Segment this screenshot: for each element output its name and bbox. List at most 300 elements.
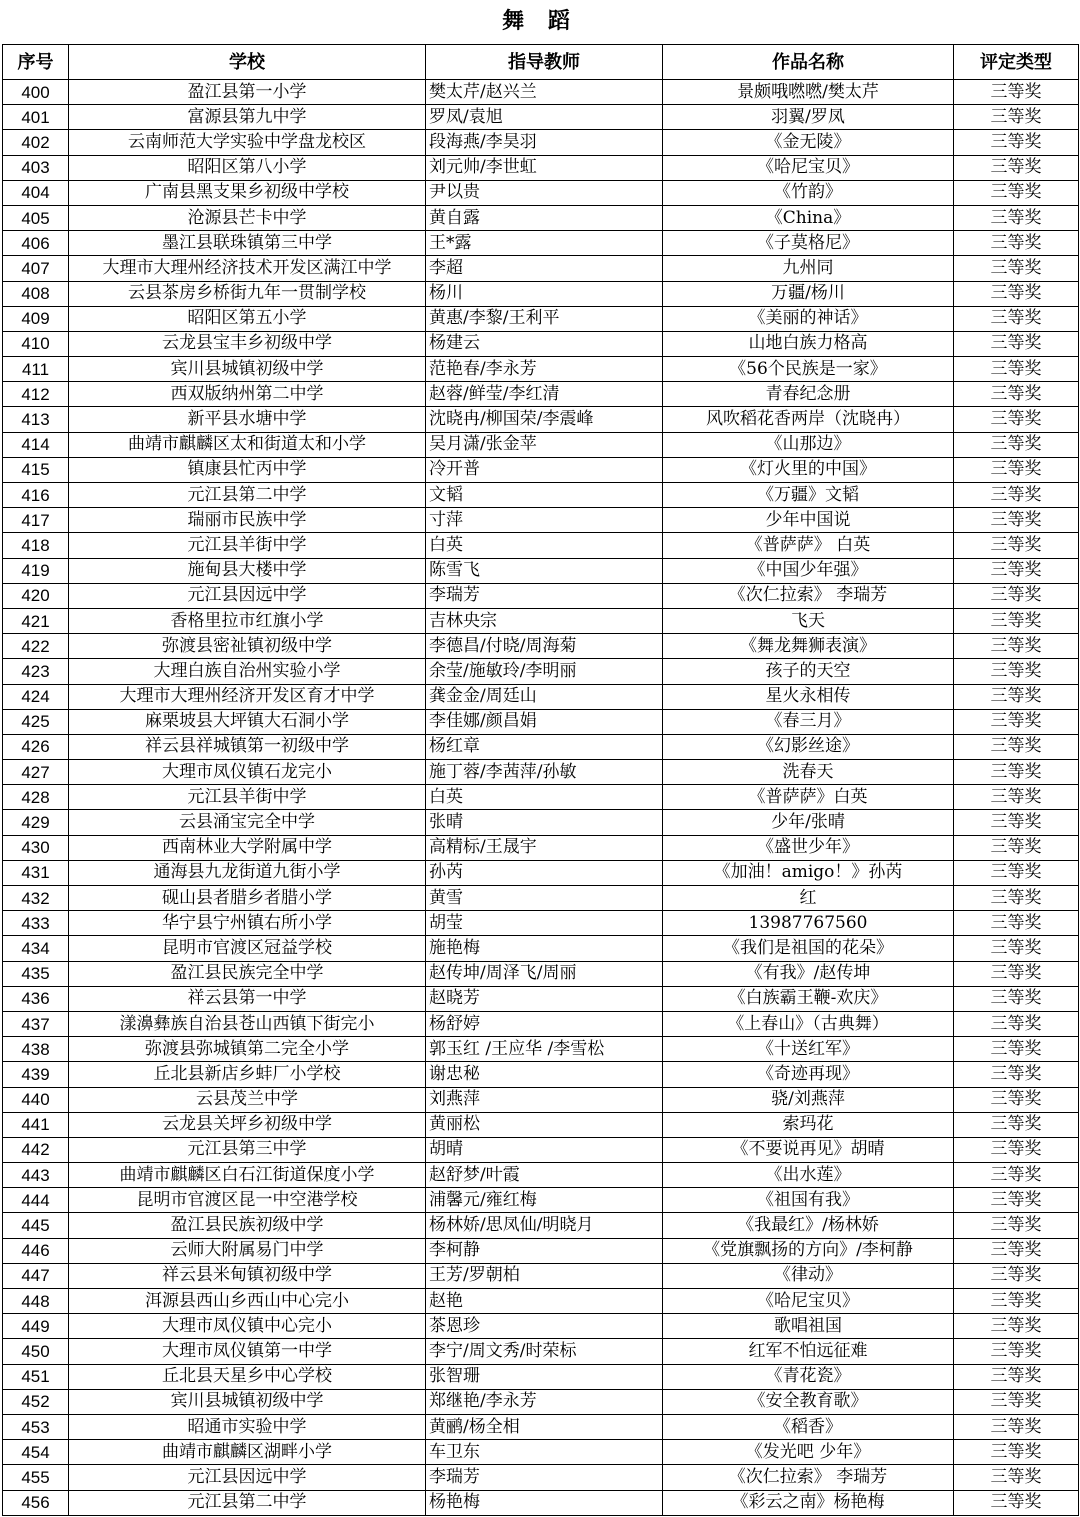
row-index: 406 [3, 231, 69, 256]
row-index: 429 [3, 810, 69, 835]
teacher-name: 李宁/周文秀/时荣标 [426, 1339, 663, 1364]
table-row [3, 231, 1079, 256]
school-name: 广南县黑支果乡初级中学校 [69, 180, 426, 205]
award-type: 三等奖 [954, 886, 1079, 911]
school-name: 沧源县芒卡中学 [69, 205, 426, 230]
award-type: 三等奖 [954, 785, 1079, 810]
teacher-name: 樊太芹/赵兴兰 [426, 80, 663, 105]
award-type: 三等奖 [954, 684, 1079, 709]
teacher-name: 郑继艳/李永芳 [426, 1389, 663, 1414]
school-name: 祥云县祥城镇第一初级中学 [69, 734, 426, 759]
teacher-name: 龚金金/周廷山 [426, 684, 663, 709]
teacher-name: 车卫东 [426, 1440, 663, 1465]
school-name: 宾川县城镇初级中学 [69, 1389, 426, 1414]
school-name: 元江县因远中学 [69, 1465, 426, 1490]
award-type: 三等奖 [954, 634, 1079, 659]
teacher-name: 施艳梅 [426, 936, 663, 961]
work-title: 《山那边》 [663, 432, 954, 457]
teacher-name: 白英 [426, 785, 663, 810]
award-type: 三等奖 [954, 583, 1079, 608]
table-row [3, 1163, 1079, 1188]
school-name: 瑞丽市民族中学 [69, 508, 426, 533]
teacher-name: 张智珊 [426, 1364, 663, 1389]
award-type: 三等奖 [954, 860, 1079, 885]
work-title: 《不要说再见》胡晴 [663, 1137, 954, 1162]
award-type: 三等奖 [954, 1339, 1079, 1364]
row-index: 432 [3, 886, 69, 911]
work-title: 《哈尼宝贝》 [663, 155, 954, 180]
award-type: 三等奖 [954, 1188, 1079, 1213]
work-title: 《56个民族是一家》 [663, 357, 954, 382]
teacher-name: 杨林娇/思凤仙/明晓月 [426, 1213, 663, 1238]
row-index: 412 [3, 382, 69, 407]
column-header-award: 评定类型 [954, 45, 1079, 80]
table-row [3, 709, 1079, 734]
table-row [3, 483, 1079, 508]
award-type: 三等奖 [954, 608, 1079, 633]
school-name: 元江县第二中学 [69, 483, 426, 508]
row-index: 403 [3, 155, 69, 180]
award-type: 三等奖 [954, 1314, 1079, 1339]
teacher-name: 黄丽松 [426, 1112, 663, 1137]
table-row [3, 986, 1079, 1011]
award-type: 三等奖 [954, 558, 1079, 583]
table-body [3, 80, 1079, 1516]
work-title: 飞天 [663, 608, 954, 633]
work-title: 《青花瓷》 [663, 1364, 954, 1389]
award-type: 三等奖 [954, 105, 1079, 130]
teacher-name: 茶恩珍 [426, 1314, 663, 1339]
award-type: 三等奖 [954, 709, 1079, 734]
work-title: 《彩云之南》杨艳梅 [663, 1490, 954, 1515]
work-title: 《万疆》文韬 [663, 483, 954, 508]
teacher-name: 陈雪飞 [426, 558, 663, 583]
school-name: 昭阳区第五小学 [69, 306, 426, 331]
row-index: 454 [3, 1440, 69, 1465]
table-row [3, 634, 1079, 659]
teacher-name: 胡莹 [426, 911, 663, 936]
teacher-name: 李超 [426, 256, 663, 281]
table-row [3, 130, 1079, 155]
row-index: 421 [3, 608, 69, 633]
teacher-name: 胡晴 [426, 1137, 663, 1162]
work-title: 《次仁拉索》 李瑞芳 [663, 583, 954, 608]
row-index: 426 [3, 734, 69, 759]
award-type: 三等奖 [954, 760, 1079, 785]
page-title: 舞 蹈 [502, 8, 578, 34]
work-title: 《竹韵》 [663, 180, 954, 205]
row-index: 450 [3, 1339, 69, 1364]
table-row [3, 1314, 1079, 1339]
teacher-name: 刘燕萍 [426, 1087, 663, 1112]
award-type: 三等奖 [954, 961, 1079, 986]
teacher-name: 赵晓芳 [426, 986, 663, 1011]
table-row [3, 734, 1079, 759]
table-row [3, 382, 1079, 407]
teacher-name: 李德昌/付晓/周海菊 [426, 634, 663, 659]
row-index: 431 [3, 860, 69, 885]
school-name: 香格里拉市红旗小学 [69, 608, 426, 633]
table-row [3, 760, 1079, 785]
school-name: 富源县第九中学 [69, 105, 426, 130]
row-index: 455 [3, 1465, 69, 1490]
teacher-name: 杨川 [426, 281, 663, 306]
school-name: 洱源县西山乡西山中心完小 [69, 1289, 426, 1314]
table-row [3, 205, 1079, 230]
work-title: 《加油！amigo！》孙芮 [663, 860, 954, 885]
work-title: 羽翼/罗凤 [663, 105, 954, 130]
teacher-name: 王*露 [426, 231, 663, 256]
award-type: 三等奖 [954, 1163, 1079, 1188]
work-title: 《我们是祖国的花朵》 [663, 936, 954, 961]
work-title: 《上春山》（古典舞） [663, 1011, 954, 1036]
row-index: 402 [3, 130, 69, 155]
award-type: 三等奖 [954, 457, 1079, 482]
row-index: 451 [3, 1364, 69, 1389]
teacher-name: 吴月潇/张金苹 [426, 432, 663, 457]
work-title: 景颇哦嘫嘫/樊太芹 [663, 80, 954, 105]
work-title: 少年/张晴 [663, 810, 954, 835]
school-name: 盈江县民族初级中学 [69, 1213, 426, 1238]
award-type: 三等奖 [954, 180, 1079, 205]
school-name: 曲靖市麒麟区湖畔小学 [69, 1440, 426, 1465]
award-type: 三等奖 [954, 382, 1079, 407]
school-name: 盈江县民族完全中学 [69, 961, 426, 986]
row-index: 442 [3, 1137, 69, 1162]
table-row [3, 785, 1079, 810]
award-type: 三等奖 [954, 407, 1079, 432]
table-row [3, 810, 1079, 835]
table-row [3, 684, 1079, 709]
table-row [3, 1339, 1079, 1364]
teacher-name: 张晴 [426, 810, 663, 835]
work-title: 《祖国有我》 [663, 1188, 954, 1213]
teacher-name: 杨建云 [426, 331, 663, 356]
school-name: 曲靖市麒麟区太和街道太和小学 [69, 432, 426, 457]
school-name: 漾濞彝族自治县苍山西镇下街完小 [69, 1011, 426, 1036]
row-index: 439 [3, 1062, 69, 1087]
teacher-name: 赵蓉/鲜莹/李红清 [426, 382, 663, 407]
work-title: 《十送红军》 [663, 1037, 954, 1062]
work-title: 红军不怕远征难 [663, 1339, 954, 1364]
table-row [3, 1465, 1079, 1490]
school-name: 元江县羊街中学 [69, 533, 426, 558]
award-type: 三等奖 [954, 533, 1079, 558]
school-name: 大理市凤仪镇中心完小 [69, 1314, 426, 1339]
school-name: 麻栗坡县大坪镇大石洞小学 [69, 709, 426, 734]
award-type: 三等奖 [954, 734, 1079, 759]
school-name: 宾川县城镇初级中学 [69, 357, 426, 382]
teacher-name: 白英 [426, 533, 663, 558]
table-row [3, 860, 1079, 885]
school-name: 丘北县新店乡蚌厂小学校 [69, 1062, 426, 1087]
award-type: 三等奖 [954, 1011, 1079, 1036]
row-index: 444 [3, 1188, 69, 1213]
column-header-school: 学校 [69, 45, 426, 80]
award-type: 三等奖 [954, 1289, 1079, 1314]
award-type: 三等奖 [954, 1087, 1079, 1112]
table-row [3, 432, 1079, 457]
work-title: 13987767560 [663, 911, 954, 936]
award-type: 三等奖 [954, 483, 1079, 508]
row-index: 411 [3, 357, 69, 382]
school-name: 大理市凤仪镇石龙完小 [69, 760, 426, 785]
table-row [3, 558, 1079, 583]
work-title: 《安全教育歌》 [663, 1389, 954, 1414]
award-type: 三等奖 [954, 508, 1079, 533]
school-name: 砚山县者腊乡者腊小学 [69, 886, 426, 911]
school-name: 元江县第三中学 [69, 1137, 426, 1162]
row-index: 427 [3, 760, 69, 785]
table-row [3, 1062, 1079, 1087]
school-name: 昆明市官渡区冠益学校 [69, 936, 426, 961]
row-index: 420 [3, 583, 69, 608]
row-index: 446 [3, 1238, 69, 1263]
row-index: 413 [3, 407, 69, 432]
work-title: 《春三月》 [663, 709, 954, 734]
award-type: 三等奖 [954, 1465, 1079, 1490]
teacher-name: 赵艳 [426, 1289, 663, 1314]
teacher-name: 段海燕/李昊羽 [426, 130, 663, 155]
column-header-index: 序号 [3, 45, 69, 80]
work-title: 《舞龙舞狮表演》 [663, 634, 954, 659]
table-row [3, 407, 1079, 432]
table-row [3, 886, 1079, 911]
teacher-name: 李佳娜/颜昌娟 [426, 709, 663, 734]
row-index: 453 [3, 1414, 69, 1439]
teacher-name: 范艳春/李永芳 [426, 357, 663, 382]
school-name: 西南林业大学附属中学 [69, 835, 426, 860]
work-title: 《美丽的神话》 [663, 306, 954, 331]
work-title: 索玛花 [663, 1112, 954, 1137]
award-type: 三等奖 [954, 1037, 1079, 1062]
table-row [3, 835, 1079, 860]
award-type: 三等奖 [954, 155, 1079, 180]
teacher-name: 冷开普 [426, 457, 663, 482]
school-name: 昭阳区第八小学 [69, 155, 426, 180]
teacher-name: 罗凤/袁旭 [426, 105, 663, 130]
school-name: 华宁县宁州镇右所小学 [69, 911, 426, 936]
table-row [3, 1389, 1079, 1414]
row-index: 415 [3, 457, 69, 482]
school-name: 大理市大理州经济技术开发区满江中学 [69, 256, 426, 281]
award-type: 三等奖 [954, 256, 1079, 281]
work-title: 《灯火里的中国》 [663, 457, 954, 482]
row-index: 456 [3, 1490, 69, 1515]
row-index: 437 [3, 1011, 69, 1036]
teacher-name: 赵传坤/周泽飞/周丽 [426, 961, 663, 986]
award-type: 三等奖 [954, 810, 1079, 835]
work-title: 《哈尼宝贝》 [663, 1289, 954, 1314]
row-index: 417 [3, 508, 69, 533]
teacher-name: 黄惠/李黎/王利平 [426, 306, 663, 331]
row-index: 435 [3, 961, 69, 986]
school-name: 云师大附属易门中学 [69, 1238, 426, 1263]
row-index: 452 [3, 1389, 69, 1414]
teacher-name: 沈晓冉/柳国荣/李震峰 [426, 407, 663, 432]
award-type: 三等奖 [954, 1263, 1079, 1288]
work-title: 风吹稻花香两岸（沈晓冉） [663, 407, 954, 432]
award-type: 三等奖 [954, 911, 1079, 936]
teacher-name: 李柯静 [426, 1238, 663, 1263]
school-name: 施甸县大楼中学 [69, 558, 426, 583]
teacher-name: 杨艳梅 [426, 1490, 663, 1515]
award-type: 三等奖 [954, 1137, 1079, 1162]
work-title: 《次仁拉索》 李瑞芳 [663, 1465, 954, 1490]
table-row [3, 1011, 1079, 1036]
table-row [3, 357, 1079, 382]
school-name: 大理市大理州经济开发区育才中学 [69, 684, 426, 709]
school-name: 通海县九龙街道九街小学 [69, 860, 426, 885]
table-row [3, 180, 1079, 205]
teacher-name: 黄雪 [426, 886, 663, 911]
header-row [3, 45, 1079, 80]
row-index: 428 [3, 785, 69, 810]
school-name: 云龙县关坪乡初级中学 [69, 1112, 426, 1137]
award-type: 三等奖 [954, 1440, 1079, 1465]
teacher-name: 寸萍 [426, 508, 663, 533]
award-type: 三等奖 [954, 432, 1079, 457]
award-type: 三等奖 [954, 1490, 1079, 1515]
teacher-name: 赵舒梦/叶霞 [426, 1163, 663, 1188]
row-index: 438 [3, 1037, 69, 1062]
work-title: 歌唱祖国 [663, 1314, 954, 1339]
work-title: 洗春天 [663, 760, 954, 785]
row-index: 409 [3, 306, 69, 331]
row-index: 424 [3, 684, 69, 709]
teacher-name: 文韬 [426, 483, 663, 508]
work-title: 《白族霸王鞭-欢庆》 [663, 986, 954, 1011]
row-index: 449 [3, 1314, 69, 1339]
award-type: 三等奖 [954, 659, 1079, 684]
school-name: 昆明市官渡区昆一中空港学校 [69, 1188, 426, 1213]
table-row [3, 331, 1079, 356]
teacher-name: 浦馨元/雍红梅 [426, 1188, 663, 1213]
teacher-name: 吉林央宗 [426, 608, 663, 633]
school-name: 云县茂兰中学 [69, 1087, 426, 1112]
teacher-name: 杨红章 [426, 734, 663, 759]
award-type: 三等奖 [954, 231, 1079, 256]
award-type: 三等奖 [954, 1112, 1079, 1137]
row-index: 445 [3, 1213, 69, 1238]
work-title: 青春纪念册 [663, 382, 954, 407]
table-row [3, 80, 1079, 105]
school-name: 丘北县天星乡中心学校 [69, 1364, 426, 1389]
award-type: 三等奖 [954, 936, 1079, 961]
row-index: 416 [3, 483, 69, 508]
work-title: 《子莫格尼》 [663, 231, 954, 256]
work-title: 红 [663, 886, 954, 911]
row-index: 436 [3, 986, 69, 1011]
row-index: 440 [3, 1087, 69, 1112]
table-row [3, 1087, 1079, 1112]
school-name: 西双版纳州第二中学 [69, 382, 426, 407]
award-type: 三等奖 [954, 205, 1079, 230]
teacher-name: 余莹/施敏玲/李明丽 [426, 659, 663, 684]
work-title: 少年中国说 [663, 508, 954, 533]
row-index: 443 [3, 1163, 69, 1188]
row-index: 441 [3, 1112, 69, 1137]
school-name: 新平县水塘中学 [69, 407, 426, 432]
teacher-name: 王芳/罗朝柏 [426, 1263, 663, 1288]
school-name: 云南师范大学实验中学盘龙校区 [69, 130, 426, 155]
row-index: 401 [3, 105, 69, 130]
teacher-name: 李瑞芳 [426, 1465, 663, 1490]
table-row [3, 1188, 1079, 1213]
school-name: 弥渡县密祉镇初级中学 [69, 634, 426, 659]
table-row [3, 457, 1079, 482]
table-row [3, 155, 1079, 180]
row-index: 405 [3, 205, 69, 230]
award-table [2, 44, 1079, 1516]
teacher-name: 李瑞芳 [426, 583, 663, 608]
school-name: 曲靖市麒麟区白石江街道保度小学 [69, 1163, 426, 1188]
table-row [3, 1263, 1079, 1288]
table-row [3, 1037, 1079, 1062]
school-name: 镇康县忙丙中学 [69, 457, 426, 482]
award-type: 三等奖 [954, 1213, 1079, 1238]
teacher-name: 尹以贵 [426, 180, 663, 205]
table-row [3, 1137, 1079, 1162]
table-row [3, 306, 1079, 331]
table-row [3, 281, 1079, 306]
award-type: 三等奖 [954, 331, 1079, 356]
award-type: 三等奖 [954, 130, 1079, 155]
award-type: 三等奖 [954, 1389, 1079, 1414]
table-header [3, 45, 1079, 80]
school-name: 盈江县第一小学 [69, 80, 426, 105]
teacher-name: 刘元帅/李世虹 [426, 155, 663, 180]
table-row [3, 256, 1079, 281]
award-type: 三等奖 [954, 835, 1079, 860]
row-index: 408 [3, 281, 69, 306]
table-row [3, 1414, 1079, 1439]
work-title: 《律动》 [663, 1263, 954, 1288]
work-title: 《出水莲》 [663, 1163, 954, 1188]
work-title: 骁/刘燕萍 [663, 1087, 954, 1112]
work-title: 《奇迹再现》 [663, 1062, 954, 1087]
school-name: 大理市凤仪镇第一中学 [69, 1339, 426, 1364]
award-type: 三等奖 [954, 1414, 1079, 1439]
table-row [3, 583, 1079, 608]
row-index: 404 [3, 180, 69, 205]
table-row [3, 508, 1079, 533]
school-name: 云县茶房乡桥街九年一贯制学校 [69, 281, 426, 306]
table-row [3, 911, 1079, 936]
work-title: 《我最红》/杨林娇 [663, 1213, 954, 1238]
award-type: 三等奖 [954, 306, 1079, 331]
row-index: 423 [3, 659, 69, 684]
work-title: 《发光吧 少年》 [663, 1440, 954, 1465]
school-name: 元江县第二中学 [69, 1490, 426, 1515]
row-index: 430 [3, 835, 69, 860]
teacher-name: 谢忠秘 [426, 1062, 663, 1087]
table-row [3, 1112, 1079, 1137]
table-row [3, 936, 1079, 961]
teacher-name: 高精标/王晟宇 [426, 835, 663, 860]
teacher-name: 施丁蓉/李茜萍/孙敏 [426, 760, 663, 785]
work-title: 《中国少年强》 [663, 558, 954, 583]
work-title: 《有我》/赵传坤 [663, 961, 954, 986]
work-title: 万疆/杨川 [663, 281, 954, 306]
table-row [3, 608, 1079, 633]
row-index: 433 [3, 911, 69, 936]
work-title: 九州同 [663, 256, 954, 281]
work-title: 《盛世少年》 [663, 835, 954, 860]
school-name: 昭通市实验中学 [69, 1414, 426, 1439]
row-index: 425 [3, 709, 69, 734]
column-header-work: 作品名称 [663, 45, 954, 80]
